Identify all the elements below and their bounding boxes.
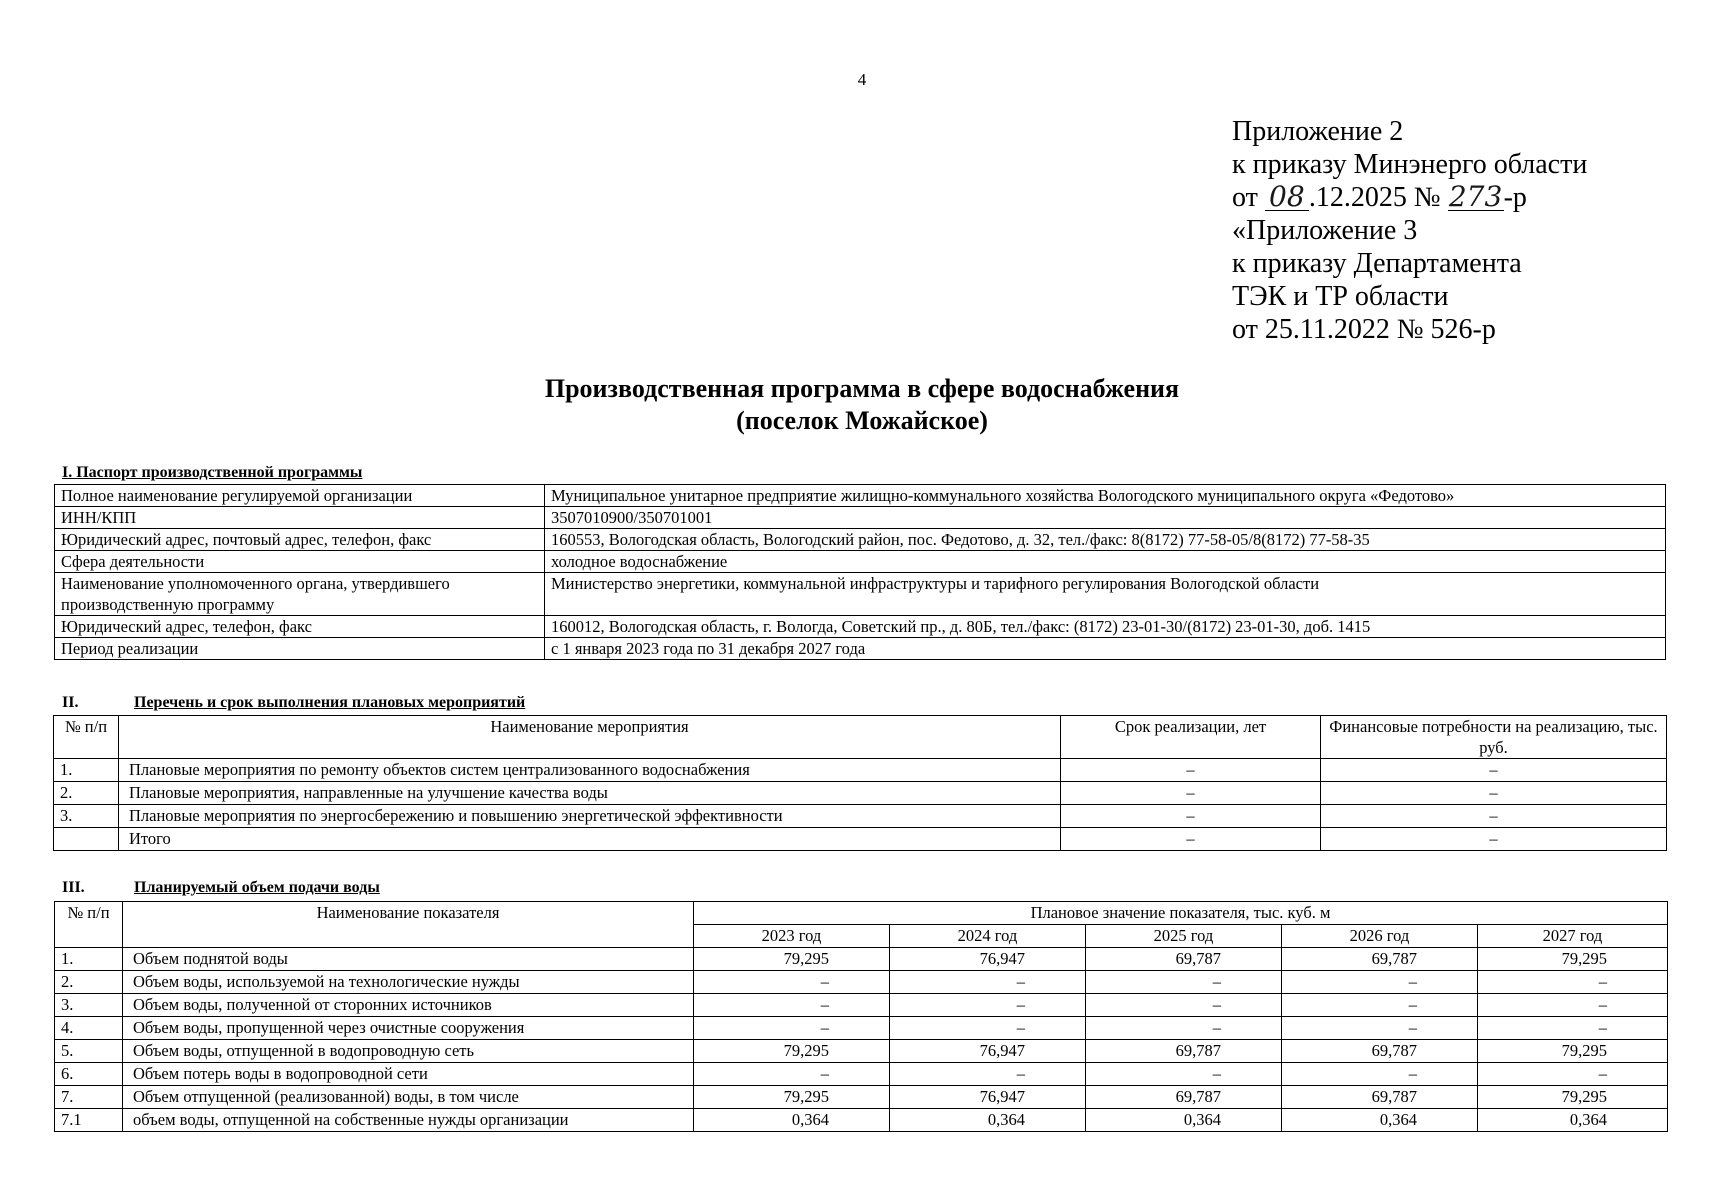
measures-header-no: № п/п xyxy=(54,716,119,759)
measure-no: 2. xyxy=(54,782,119,805)
volume-value: – xyxy=(1282,1017,1478,1040)
handwritten-day: 08 xyxy=(1265,184,1309,211)
passport-value: с 1 января 2023 года по 31 декабря 2027 года xyxy=(545,638,1666,660)
section-2-number: II. xyxy=(62,694,79,711)
measure-finance: – xyxy=(1321,805,1667,828)
volume-name: объем воды, отпущенной на собственные нужды организации xyxy=(123,1109,694,1132)
passport-table xyxy=(54,484,1666,660)
measure-name: Плановые мероприятия, направленные на улучшение качества воды xyxy=(119,782,1061,805)
passport-value: 3507010900/350701001 xyxy=(545,507,1666,529)
measures-table xyxy=(53,715,1667,851)
title-line-2: (поселок Можайское) xyxy=(736,406,988,435)
volume-value: 69,787 xyxy=(1282,1040,1478,1063)
volume-name: Объем поднятой воды xyxy=(123,948,694,971)
table-row xyxy=(55,1040,1668,1063)
volume-header-year: 2024 год xyxy=(890,925,1086,948)
appendix-line-6: ТЭК и ТР области xyxy=(1232,281,1449,312)
appendix-line-4: «Приложение 3 xyxy=(1232,215,1418,246)
measures-header-name: Наименование мероприятия xyxy=(119,716,1061,759)
section-3-number: III. xyxy=(62,879,85,896)
volume-value: 79,295 xyxy=(1478,1086,1668,1109)
table-row xyxy=(55,948,1668,971)
table-row xyxy=(55,1086,1668,1109)
passport-label: Юридический адрес, почтовый адрес, телефон, факс xyxy=(55,529,545,551)
volume-no: 7.1 xyxy=(55,1109,123,1132)
volume-value: 69,787 xyxy=(1086,948,1282,971)
table-row xyxy=(55,1109,1668,1132)
table-row xyxy=(55,551,1666,573)
measure-term: – xyxy=(1061,828,1321,851)
volume-no: 4. xyxy=(55,1017,123,1040)
volume-value: – xyxy=(694,971,890,994)
volume-value: 79,295 xyxy=(694,1086,890,1109)
measure-finance: – xyxy=(1321,828,1667,851)
volume-value: – xyxy=(1086,1017,1282,1040)
measure-term: – xyxy=(1061,782,1321,805)
volume-value: 79,295 xyxy=(1478,948,1668,971)
measure-finance: – xyxy=(1321,759,1667,782)
measure-no: 3. xyxy=(54,805,119,828)
volume-value: 69,787 xyxy=(1282,1086,1478,1109)
table-row xyxy=(54,782,1667,805)
section-3-heading xyxy=(62,879,380,897)
title-line-1: Производственная программа в сфере водоснабжения xyxy=(544,374,1180,403)
volume-header-name: Наименование показателя xyxy=(123,902,694,948)
table-row xyxy=(55,573,1666,616)
table-row xyxy=(54,759,1667,782)
table-row xyxy=(55,971,1668,994)
volume-no: 5. xyxy=(55,1040,123,1063)
volume-no: 2. xyxy=(55,971,123,994)
volume-header-year: 2026 год xyxy=(1282,925,1478,948)
volume-value: – xyxy=(1086,971,1282,994)
section-2-heading xyxy=(62,694,525,712)
table-row xyxy=(54,805,1667,828)
volume-value: 79,295 xyxy=(694,948,890,971)
table-row xyxy=(55,485,1666,507)
volume-value: 0,364 xyxy=(1086,1109,1282,1132)
volume-header-plan: Плановое значение показателя, тыс. куб. м xyxy=(694,902,1668,925)
section-3-title: Планируемый объем подачи воды xyxy=(134,879,380,896)
volume-value: – xyxy=(1478,1017,1668,1040)
passport-label: Юридический адрес, телефон, факс xyxy=(55,616,545,638)
volume-no: 7. xyxy=(55,1086,123,1109)
measure-name: Плановые мероприятия по ремонту объектов систем централизованного водоснабжения xyxy=(119,759,1061,782)
measure-term: – xyxy=(1061,759,1321,782)
volume-table xyxy=(54,901,1668,1132)
passport-value: 160553, Вологодская область, Вологодский район, пос. Федотово, д. 32, тел./факс: 8(8172) 77-58-05/8(8172) 77-58-35 xyxy=(545,529,1666,551)
volume-value: 0,364 xyxy=(1282,1109,1478,1132)
table-row xyxy=(55,616,1666,638)
volume-value: 69,787 xyxy=(1086,1040,1282,1063)
volume-header-year: 2025 год xyxy=(1086,925,1282,948)
volume-value: – xyxy=(890,971,1086,994)
volume-value: – xyxy=(1478,1063,1668,1086)
measures-header-finance: Финансовые потребности на реализацию, тыс. руб. xyxy=(1321,716,1667,759)
passport-label: ИНН/КПП xyxy=(55,507,545,529)
volume-value: 69,787 xyxy=(1282,948,1478,971)
passport-value: Министерство энергетики, коммунальной инфраструктуры и тарифного регулирования Вологодской области xyxy=(545,573,1666,616)
passport-label: Полное наименование регулируемой организации xyxy=(55,485,545,507)
measure-finance: – xyxy=(1321,782,1667,805)
volume-value: – xyxy=(1478,971,1668,994)
volume-value: – xyxy=(1086,1063,1282,1086)
volume-value: – xyxy=(1282,1063,1478,1086)
volume-name: Объем потерь воды в водопроводной сети xyxy=(123,1063,694,1086)
volume-value: – xyxy=(694,1063,890,1086)
volume-name: Объем воды, пропущенной через очистные сооружения xyxy=(123,1017,694,1040)
page-number: 4 xyxy=(857,70,867,89)
appendix-line-7: от 25.11.2022 № 526-р xyxy=(1232,314,1496,345)
appendix-line-5: к приказу Департамента xyxy=(1232,248,1522,279)
volume-value: – xyxy=(1282,971,1478,994)
handwritten-order-number: 273 xyxy=(1448,180,1503,213)
volume-name: Объем воды, используемой на технологические нужды xyxy=(123,971,694,994)
volume-name: Объем отпущенной (реализованной) воды, в том числе xyxy=(123,1086,694,1109)
measure-term: – xyxy=(1061,805,1321,828)
passport-label: Наименование уполномоченного органа, утвердившего производственную программу xyxy=(55,573,545,616)
table-row xyxy=(55,1063,1668,1086)
volume-name: Объем воды, отпущенной в водопроводную сеть xyxy=(123,1040,694,1063)
volume-name: Объем воды, полученной от сторонних источников xyxy=(123,994,694,1017)
volume-value: 79,295 xyxy=(1478,1040,1668,1063)
table-row xyxy=(55,1017,1668,1040)
section-2-title: Перечень и срок выполнения плановых мероприятий xyxy=(134,694,526,711)
appendix-line-1: Приложение 2 xyxy=(1232,116,1404,147)
table-row xyxy=(54,828,1667,851)
measures-header-term: Срок реализации, лет xyxy=(1061,716,1321,759)
passport-value: холодное водоснабжение xyxy=(545,551,1666,573)
table-row xyxy=(55,638,1666,660)
volume-value: 69,787 xyxy=(1086,1086,1282,1109)
appendix-date-middle: .12.2025 № xyxy=(1308,182,1441,213)
measure-name: Итого xyxy=(119,828,1061,851)
volume-value: 76,947 xyxy=(890,1040,1086,1063)
table-row xyxy=(55,507,1666,529)
appendix-date-prefix: от xyxy=(1232,182,1258,213)
volume-no: 1. xyxy=(55,948,123,971)
appendix-date-suffix: -р xyxy=(1503,182,1527,213)
volume-value: 0,364 xyxy=(1478,1109,1668,1132)
measure-name: Плановые мероприятия по энергосбережению и повышению энергетической эффективности xyxy=(119,805,1061,828)
volume-value: – xyxy=(1282,994,1478,1017)
volume-value: – xyxy=(890,1017,1086,1040)
table-row xyxy=(55,529,1666,551)
appendix-block xyxy=(1232,115,1587,346)
volume-header-year: 2023 год xyxy=(694,925,890,948)
volume-value: – xyxy=(1086,994,1282,1017)
volume-no: 6. xyxy=(55,1063,123,1086)
volume-value: – xyxy=(694,1017,890,1040)
table-row xyxy=(55,994,1668,1017)
passport-label: Период реализации xyxy=(55,638,545,660)
volume-header-year: 2027 год xyxy=(1478,925,1668,948)
appendix-line-2: к приказу Минэнерго области xyxy=(1232,149,1588,180)
measure-no xyxy=(54,828,119,851)
volume-no: 3. xyxy=(55,994,123,1017)
volume-value: – xyxy=(1478,994,1668,1017)
appendix-line-3 xyxy=(1232,181,1587,214)
volume-value: 79,295 xyxy=(694,1040,890,1063)
passport-label: Сфера деятельности xyxy=(55,551,545,573)
document-title xyxy=(0,373,1724,437)
volume-value: – xyxy=(694,994,890,1017)
volume-value: 0,364 xyxy=(890,1109,1086,1132)
measure-no: 1. xyxy=(54,759,119,782)
volume-value: – xyxy=(890,994,1086,1017)
volume-header-no: № п/п xyxy=(55,902,123,948)
volume-value: 76,947 xyxy=(890,1086,1086,1109)
volume-value: 76,947 xyxy=(890,948,1086,971)
passport-value: Муниципальное унитарное предприятие жилищно-коммунального хозяйства Вологодского муниципального округа «Федотово» xyxy=(545,485,1666,507)
volume-value: – xyxy=(890,1063,1086,1086)
passport-value: 160012, Вологодская область, г. Вологда, Советский пр., д. 80Б, тел./факс: (8172) 23-01-30/(8172) 23-01-30, доб. 1415 xyxy=(545,616,1666,638)
section-1-heading: I. Паспорт производственной программы xyxy=(62,464,363,481)
volume-value: 0,364 xyxy=(694,1109,890,1132)
